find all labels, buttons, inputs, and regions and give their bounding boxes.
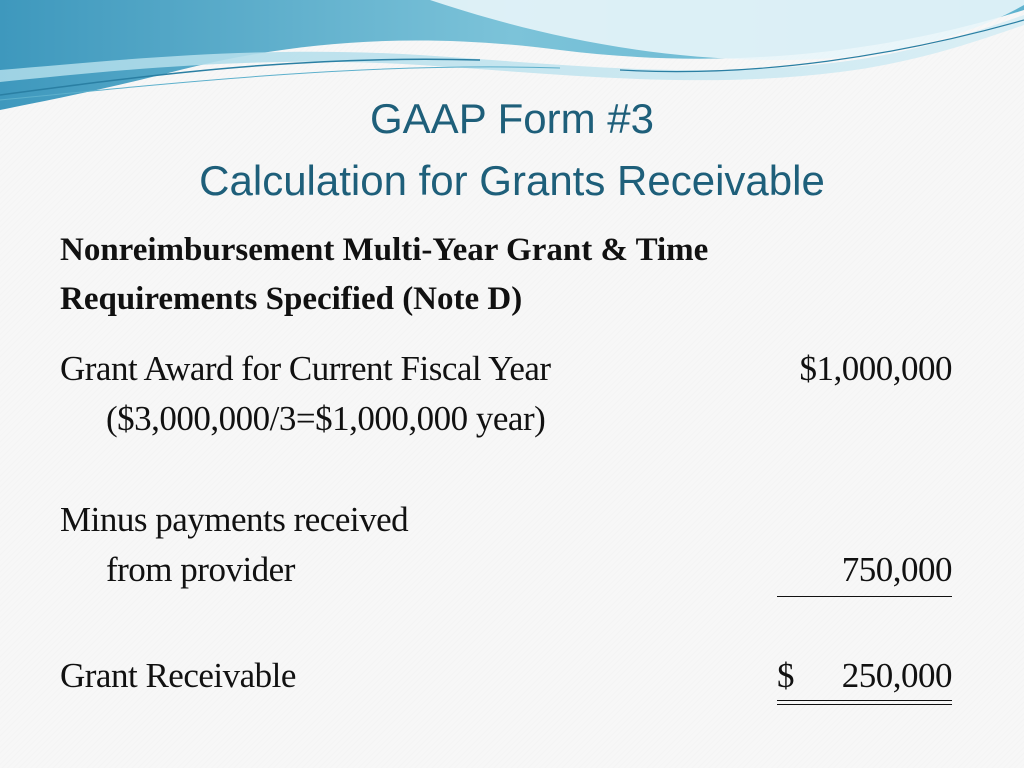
subtotal-underline [777,596,952,597]
grant-award-amount: $1,000,000 [799,349,952,388]
subheading-line-1: Nonreimbursement Multi-Year Grant & Time [60,232,709,268]
payments-label: Minus payments received [60,500,409,539]
slide-title [0,88,1024,212]
grant-award-label: Grant Award for Current Fiscal Year [60,349,551,388]
title-line-2: Calculation for Grants Receivable [199,157,825,204]
subheading-line-2: Requirements Specified (Note D) [60,281,523,317]
grant-receivable-amount: 250,000 [841,656,952,695]
title-line-1: GAAP Form #3 [370,95,654,142]
grant-receivable-currency: $ [777,656,795,695]
total-double-underline [777,700,952,705]
payments-label-continued: from provider [106,550,295,589]
grant-award-note: ($3,000,000/3=$1,000,000 year) [106,399,546,438]
grant-receivable-label: Grant Receivable [60,656,296,695]
section-subheading [60,226,880,324]
payments-amount: 750,000 [841,550,952,589]
